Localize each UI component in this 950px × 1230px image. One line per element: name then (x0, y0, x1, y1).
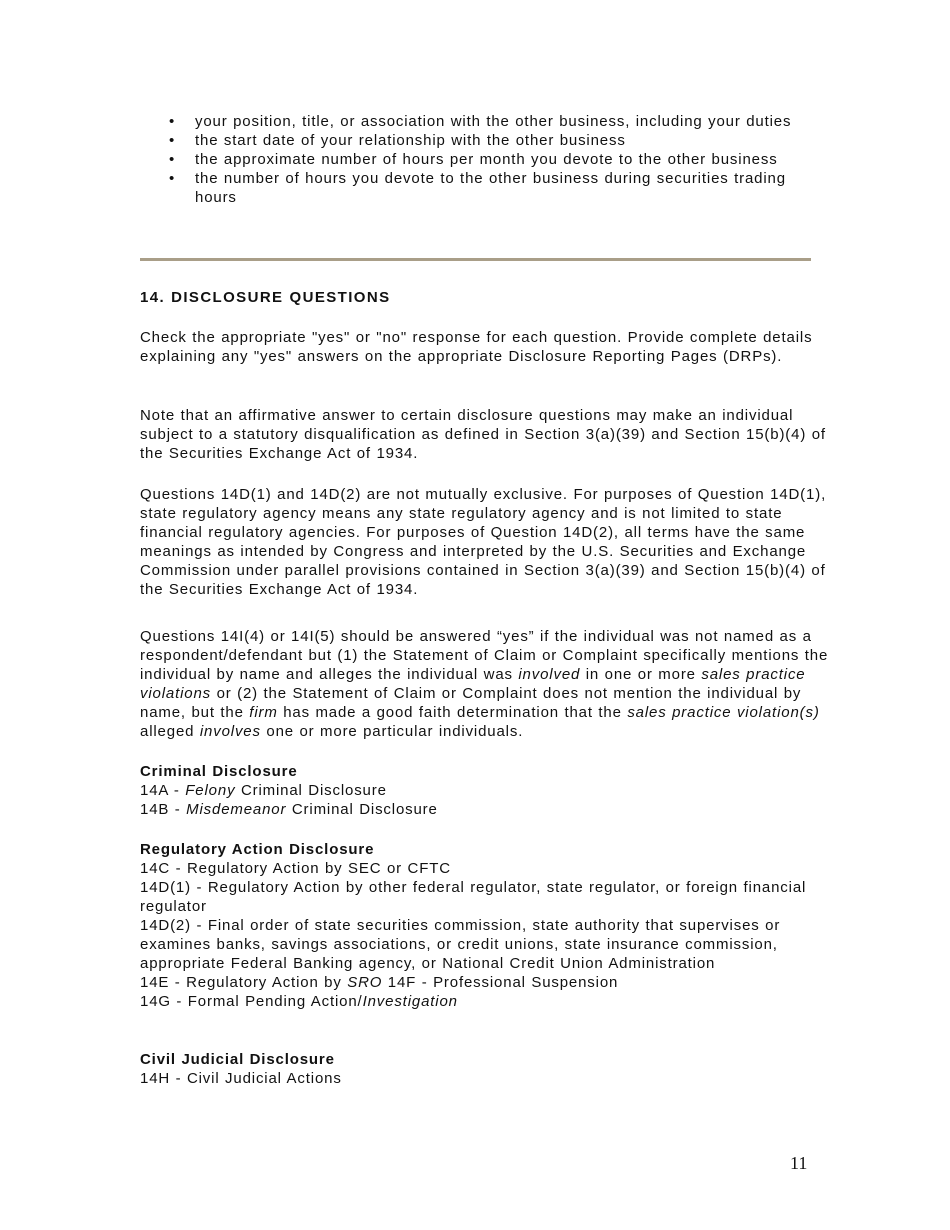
page-number: 11 (790, 1153, 808, 1173)
item-14a: 14A - Felony Criminal Disclosure (140, 782, 387, 799)
item-14g: 14G - Formal Pending Action/Investigation (140, 993, 458, 1010)
regulatory-disclosure-section (140, 840, 830, 1011)
statutory-paragraph: Note that an affirmative answer to certain disclosure questions may make an individual subject to a statutory disqualification as defined in Section 3(a)(39) and Section 15(b)(4) of the Securities Exchange Act of 1934. (140, 407, 826, 462)
criminal-disclosure-section (140, 762, 830, 819)
item-14d2: 14D(2) - Final order of state securities commission, state authority that supervises or examines banks, savings associations, or credit unions, state insurance commission, appropriate Federal Banking agency, or National Credit Union Administration (140, 917, 781, 972)
bullet-icon: • (169, 113, 176, 130)
bullet-icon: • (169, 170, 176, 187)
section-divider (140, 258, 811, 261)
item-14b: 14B - Misdemeanor Criminal Disclosure (140, 801, 438, 818)
civil-judicial-section (140, 1050, 830, 1088)
questions-14i-paragraph: Questions 14I(4) or 14I(5) should be answered “yes” if the individual was not named as a respondent/defendant but (1) the Statement of Claim or Complaint specifically mentions the individual by name and alleges the individual was involved in one or more sales practice violations or (2) the Statement of Claim or Complaint does not mention the individual by name, but the firm has made a good faith determination that the sales practice violation(s) alleged involves one or more particular individuals. (140, 628, 829, 740)
item-14d1: 14D(1) - Regulatory Action by other federal regulator, state regulator, or foreign financial regulator (140, 879, 807, 915)
item-14e-14f: 14E - Regulatory Action by SRO 14F - Professional Suspension (140, 974, 619, 991)
list-item: • the start date of your relationship with the other business (169, 132, 626, 149)
list-item: • the approximate number of hours per month you devote to the other business (169, 151, 778, 168)
bullet-icon: • (169, 132, 176, 149)
item-14c: 14C - Regulatory Action by SEC or CFTC (140, 860, 451, 877)
intro-paragraph: Check the appropriate "yes" or "no" response for each question. Provide complete details explaining any "yes" answers on the appropriate Disclosure Reporting Pages (DRPs). (140, 329, 813, 365)
bullet-icon: • (169, 151, 176, 168)
item-14h: 14H - Civil Judicial Actions (140, 1070, 342, 1087)
list-item: • the number of hours you devote to the other business during securities trading hours (169, 170, 786, 206)
civil-judicial-heading: Civil Judicial Disclosure (140, 1051, 335, 1068)
regulatory-disclosure-heading: Regulatory Action Disclosure (140, 841, 375, 858)
list-item: • your position, title, or association with the other business, including your duties (169, 113, 792, 130)
criminal-disclosure-heading: Criminal Disclosure (140, 763, 298, 780)
bullet-list (140, 112, 820, 207)
questions-14d-paragraph: Questions 14D(1) and 14D(2) are not mutually exclusive. For purposes of Question 14D(1), state regulatory agency means any state regulatory agency and is not limited to state financial regulatory agencies. For purposes of Question 14D(2), all terms have the same meanings as intended by Congress and interpreted by the U.S. Securities and Exchange Commission under parallel provisions contained in Section 3(a)(39) and Section 15(b)(4) of the Securities Exchange Act of 1934. (140, 486, 827, 598)
section-title: 14. DISCLOSURE QUESTIONS (140, 289, 391, 306)
